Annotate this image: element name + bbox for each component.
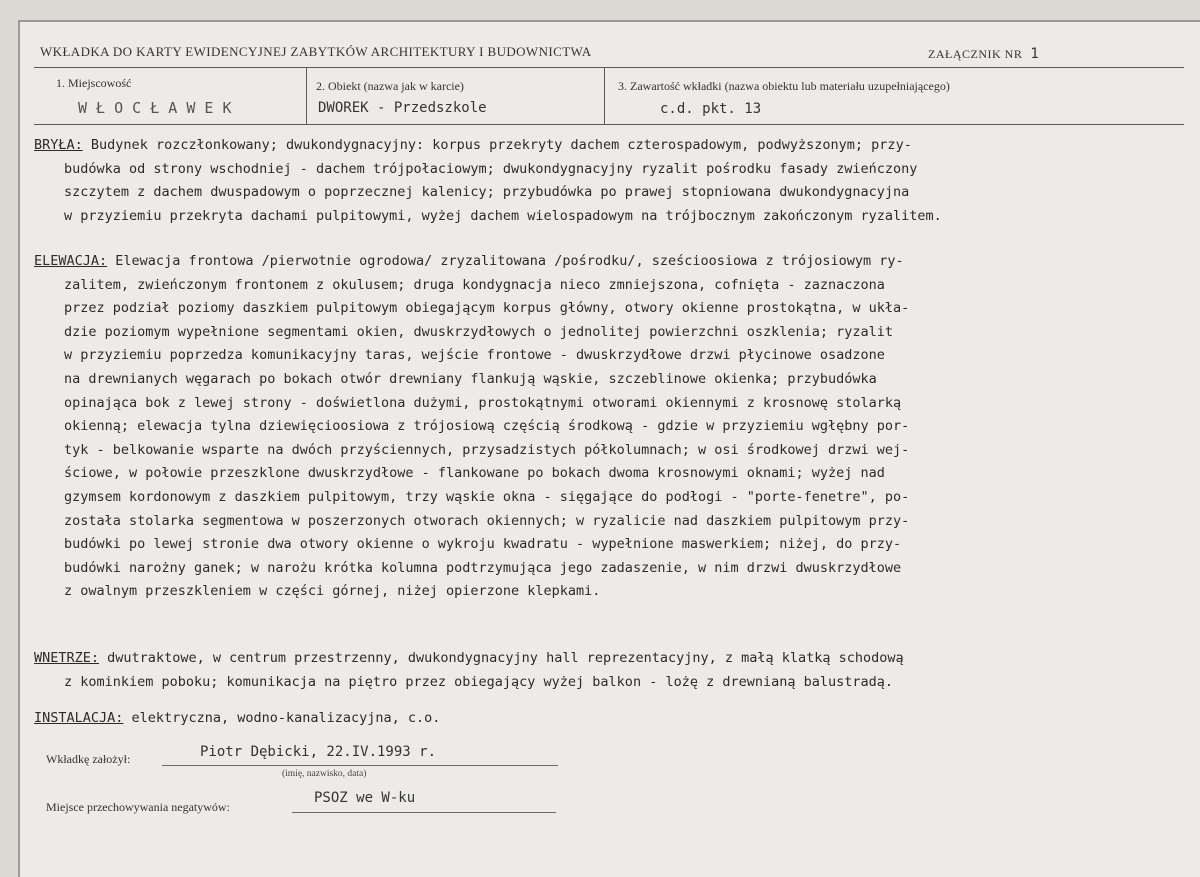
- contents-value: c.d. pkt. 13: [660, 101, 762, 117]
- section-line: budówki narożny ganek; w narożu krótka kolumna podtrzymująca jego zadaszenie, w nim drzwi dwuskrzydłowe: [64, 559, 902, 576]
- section-line: z kominkiem poboku; komunikacja na piętro przez obiegający wyżej balkon - lożę z drewnianą balustradą.: [64, 673, 894, 690]
- section-line: przez podział poziomy daszkiem pulpitowym obiegającym korpus główny, otwory okienne prostokątna, w ukła-: [64, 300, 910, 317]
- section-line: z owalnym przeszkleniem w części górnej, niżej opierzone klepkami.: [64, 583, 601, 600]
- section-line: w przyziemiu poprzedza komunikacyjny taras, wejście frontowe - dwuskrzydłowe drzwi płycinowe osadzone: [64, 347, 885, 364]
- contents-label: 3. Zawartość wkładki (nazwa obiektu lub materiału uzupełniającego): [618, 79, 950, 93]
- section-line: w przyziemiu przekryta dachami pulpitowymi, wyżej dachem wielospadowym na trójbocznym zakończonym ryzalitem.: [64, 207, 942, 224]
- section-line: dwutraktowe, w centrum przestrzenny, dwukondygnacyjny hall reprezentacyjny, z małą klatką schodową: [107, 650, 904, 666]
- section-elewacja: [34, 250, 1184, 604]
- section-line: szczytem z dachem dwuspadowym o poprzecznej kalenicy; przybudówka po prawej stopniowana dwukondygnacyjna: [64, 184, 910, 201]
- table-top-rule: [34, 67, 1184, 68]
- section-line: budówka od strony wschodniej - dachem trójpołaciowym; dwukondygnacyjny ryzalit pośrodku fasady zwieńczony: [64, 160, 918, 177]
- section-line: opinająca bok z lewej strony - doświetlona dużymi, prostokątnymi otworami okiennymi z krosnowę stolarką: [64, 394, 902, 411]
- section-wnetrze: [34, 647, 1184, 694]
- section-heading: ELEWACJA:: [34, 253, 108, 269]
- section-instalacja: [34, 707, 1184, 731]
- form-title: WKŁADKA DO KARTY EWIDENCYJNEJ ZABYTKÓW ARCHITEKTURY I BUDOWNICTWA: [40, 44, 592, 59]
- table-bottom-rule: [34, 124, 1184, 125]
- annex-label-text: ZAŁĄCZNIK NR: [928, 47, 1023, 61]
- author-value: Piotr Dębicki, 22.IV.1993 r.: [200, 744, 437, 760]
- table-divider-2: [604, 67, 605, 124]
- section-line: gzymsem kordonowym z daszkiem pulpitowym, trzy wąskie okna - sięgające do podłogi - "porte-fenetre", po-: [64, 488, 910, 505]
- section-line: okienną; elewacja tylna dziewięcioosiowa z trójosiową częścią środkową - gdzie w przyziemiu wgłębny por-: [64, 418, 910, 435]
- section-bryla: [34, 134, 1184, 228]
- table-divider-1: [306, 67, 307, 124]
- section-line: zalitem, zwieńczonym frontonem z okulusem; druga kondygnacja nieco zmniejszona, cofnięta - zaznaczona: [64, 276, 885, 293]
- negatives-label: Miejsce przechowywania negatywów:: [46, 800, 230, 814]
- section-line: na drewnianych węgarach po bokach otwór drewniany flankują wąskie, szczeblinowe okienka; przybudówka: [64, 370, 877, 387]
- section-line: budówki po lewej stronie dwa otwory okienne o wykroju kwadratu - wypełnione maswerkiem; niżej, do przy-: [64, 536, 902, 553]
- section-line: elektryczna, wodno-kanalizacyjna, c.o.: [131, 710, 441, 726]
- negatives-value: PSOZ we W-ku: [314, 790, 416, 806]
- author-label: Wkładkę założył:: [46, 752, 131, 766]
- object-value: DWOREK - Przedszkole: [318, 100, 487, 116]
- section-heading: INSTALACJA:: [34, 710, 124, 726]
- section-line: Budynek rozczłonkowany; dwukondygnacyjny: korpus przekryty dachem czterospadowym, podwyższonym; przy-: [90, 137, 912, 153]
- section-line: Elewacja frontowa /pierwotnie ogrodowa/ zryzalitowana /pośrodku/, sześcioosiowa z trójosiowym ry-: [115, 253, 904, 269]
- annex-number: 1: [1030, 46, 1040, 62]
- section-heading: BRYŁA:: [34, 137, 83, 153]
- negatives-line: [292, 812, 556, 813]
- section-line: została stolarka segmentowa w poszerzonych otworach okiennych; w ryzalicie nad daszkiem pulpitowym przy-: [64, 512, 910, 529]
- section-line: dzie poziomym wypełnione segmentami okien, dwuskrzydłowych o jednolitej powierzchni oszklenia; ryzalit: [64, 323, 894, 340]
- annex-label: [928, 46, 1039, 62]
- section-line: ściowe, w połowie przeszklone dwuskrzydłowe - flankowane po bokach dwoma krosnowymi oknami; wyżej nad: [64, 465, 885, 482]
- author-line: [162, 765, 558, 766]
- locality-value: W Ł O C Ł A W E K: [78, 99, 232, 117]
- author-hint: (imię, nazwisko, data): [282, 769, 367, 779]
- locality-label: 1. Miejscowość: [56, 76, 132, 90]
- section-heading: WNETRZE:: [34, 650, 100, 666]
- object-label: 2. Obiekt (nazwa jak w karcie): [316, 79, 464, 93]
- section-line: tyk - belkowanie wsparte na dwóch przyściennych, przysadzistych półkolumnach; w osi środkowej drzwi wej-: [64, 441, 910, 458]
